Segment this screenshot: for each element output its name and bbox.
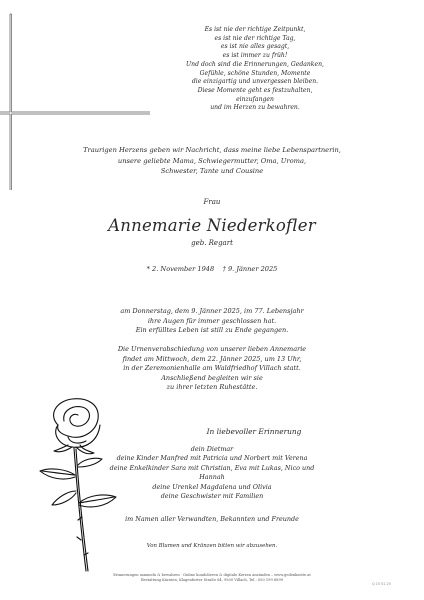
family-line: deine Urenkel Magdalena und Olivia [152,482,272,491]
poem-line: Und doch sind die Erinnerungen, Gedanken, [186,60,324,68]
footer-line: Bestattung Kärnten, Klagenfurter Straße 64, 9500 Villach, Tel.: 050 199 6899 [140,577,284,582]
document-code: Q 15 01 25 [372,582,391,586]
poem-line: Diese Momente geht es festzuhalten, einzufangen [197,86,313,103]
death-notice-line: am Donnerstag, dem 9. Jänner 2025, im 77. Lebensjahr [120,307,304,315]
poem-line: es ist nie der richtige Tag, [214,34,296,42]
funeral-line: Anschließend begleiten wir sie [161,373,263,382]
footer-line: Erinnerungen sammeln & bewahren · Online kondolieren & digitale Kerzen anzünden – www.gedenkseite.at [113,573,311,577]
intro-line: unsere geliebte Mama, Schwiegermutter, Oma, Uroma, [117,156,307,165]
family-line: deine Kinder Manfred mit Patricia und Norbert mit Verena [116,454,308,463]
family-line: dein Dietmar [190,445,234,453]
poem-line: es ist nie alles gesagt, [220,43,290,51]
poem-line: die einzigartig und unvergessen bleiben. [191,78,319,86]
funeral-line: zu ihrer letzten Ruhestätte. [166,383,258,392]
family-line: deine Geschwister mit Familien [160,492,264,501]
family-line: deine Enkelkinder Sara mit Christian, Eva mit Lukas, Nico und Hannah [109,463,315,482]
memory-heading: In liebevoller Erinnerung [206,427,302,436]
funeral-line: in der Zeremonienhalle am Waldfriedhof Villach statt. [123,364,301,373]
death-notice [90,307,334,336]
death-notice-line: ihre Augen für immer geschlossen hat. [147,316,277,325]
intro-line: Traurigen Herzens geben wir Nachricht, dass meine liebe Lebenspartnerin, [83,146,341,154]
poem [180,26,330,113]
birth-name: geb. Regart [191,239,233,247]
death-notice-line: Ein erfülltes Leben ist still zu Ende gegangen. [135,326,289,335]
intro-text [66,145,358,177]
funeral-line: Die Urnenverabschiedung von unserer lieben Annemarie [117,345,307,353]
poem-line: Gefühle, schöne Stunden, Momente [199,69,311,77]
deceased-name: Annemarie Niederkofler [108,216,316,235]
intro-line: Schwester, Tante und Cousine [160,167,264,175]
flowers-note: Von Blumen und Kränzen bitten wir abzusehen. [146,543,278,549]
family-list [96,445,328,501]
poem-line: Es ist nie der richtige Zeitpunkt, [204,26,306,33]
poem-line: es ist immer zu früh! [222,52,288,60]
funeral-line: findet am Mittwoch, dem 22. Jänner 2025, um 13 Uhr, [122,354,302,363]
relatives-line: im Namen aller Verwandten, Bekannten und Freunde [125,515,299,523]
poem-line: und im Herzen zu bewahren. [210,104,300,112]
footer [104,573,320,582]
funeral-notice [90,345,334,393]
salutation: Frau [203,198,221,206]
life-dates: * 2. November 1948 † 9. Jänner 2025 [146,265,278,273]
